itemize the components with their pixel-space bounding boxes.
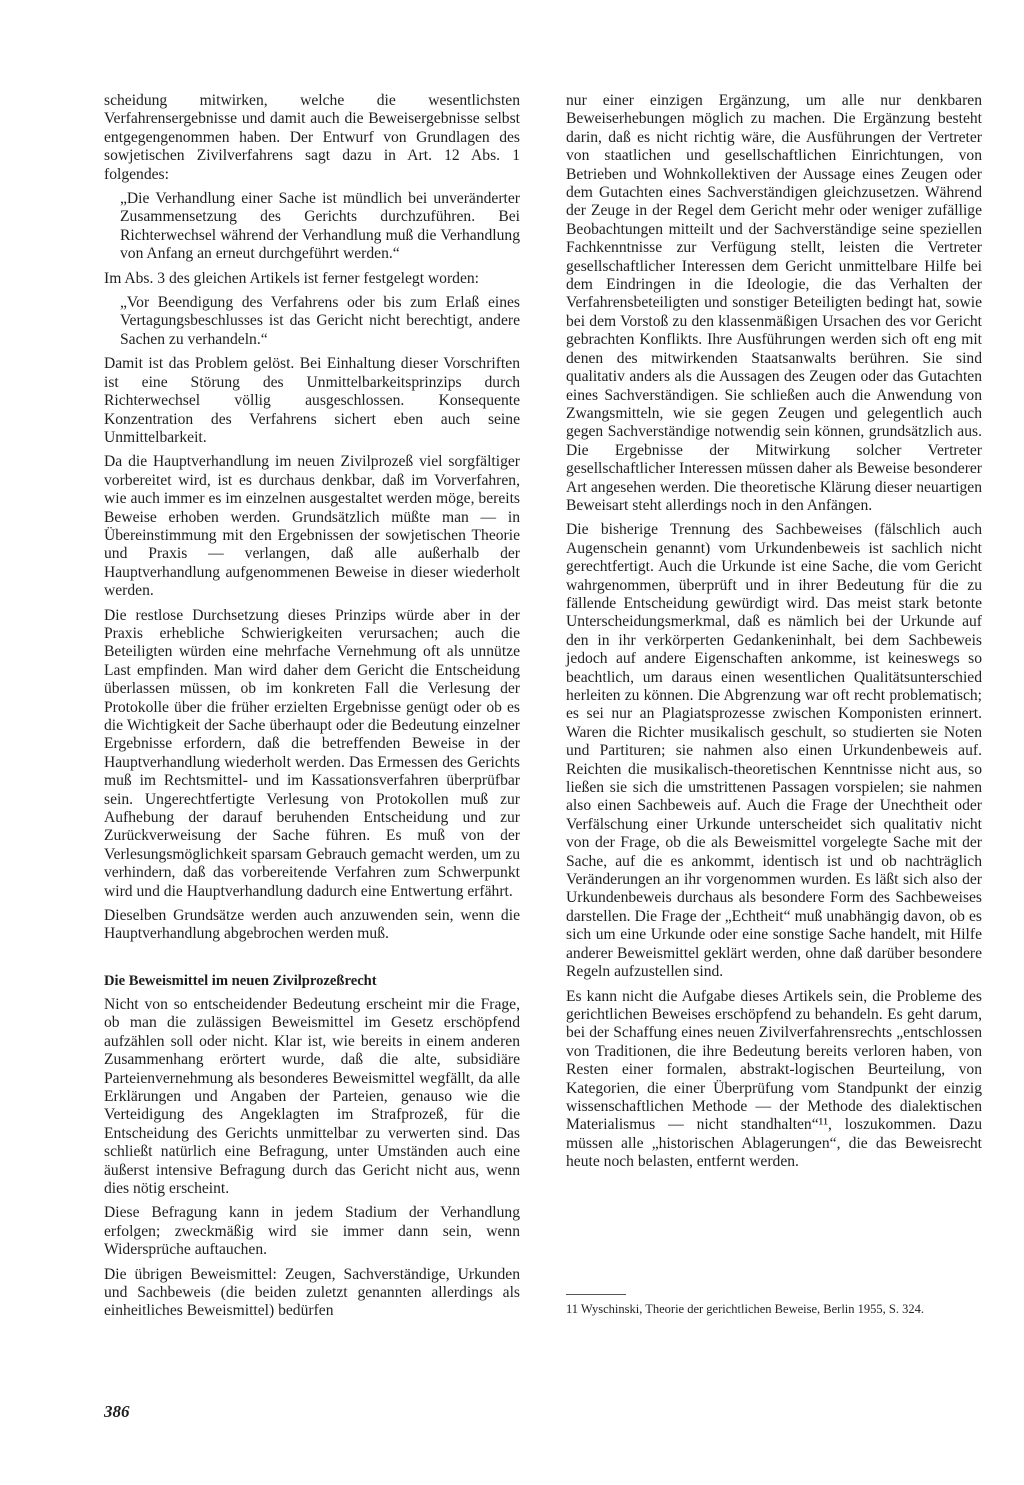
paragraph: nur einer einzigen Ergänzung, um alle nur denkbaren Beweiserhebungen möglich zu machen. Die Ergänzung besteht darin, daß es nicht richtig wäre, die Ausführungen der Vertreter von staatlichen und gesellschaftlichen Einrichtungen, von Betrieben und Wohnkollektiven der Aussage eines Zeugen oder dem Gutachten eines Sachverständigen gleichzusetzen. Während der Zeuge in der Regel dem Gericht mehr oder weniger zufällige Beobachtungen mitteilt und der Sachverständige seine speziellen Fachkenntnisse zur Verfügung stellt, leisten die Vertreter gesellschaftlicher Interessen dem Gericht unmittelbare Hilfe bei dem Eindringen in die Ideologie, die das Verhalten der Verfahrensbeteiligten und sonstiger Beteiligten bedingt hat, sowie bei dem Vorstoß zu den klassenmäßigen Ursachen des vor Gericht gebrachten Konflikts. Ihre Ausführungen werden sich oft eng mit denen des mitwirkenden Staatsanwalts berühren. Sie sind qualitativ anders als die Aussagen des Zeugen oder das Gutachten eines Sachverständigen. Sie schließen auch die Anwendung von Zwangsmitteln, wie sie gegen Zeugen und gelegentlich auch gegen Sachverständige notwendig sein können, grundsätzlich aus. Die Ergebnisse der Mitwirkung solcher Vertreter gesellschaftlicher Interessen müssen daher als Beweise besonderer Art angesehen werden. Die theoretische Klärung dieser neuartigen Beweisart steht allerdings noch in den Anfängen. [566,92,982,514]
paragraph: Da die Hauptverhandlung im neuen Zivilprozeß viel sorgfältiger vorbereitet wird, ist es durchaus denkbar, daß im Vorverfahren, wie auch immer es im einzelnen ausgestaltet werden möge, bereits Beweise erhoben werden. Grundsätzlich müßte man — in Übereinstimmung mit den Ergebnissen der sowjetischen Theorie und Praxis — verlangen, daß alle außerhalb der Hauptverhandlung aufgenommenen Beweise in dieser wiederholt werden. [104,453,520,600]
section-heading: Die Beweismittel im neuen Zivilprozeßrecht [104,972,377,989]
paragraph: Damit ist das Problem gelöst. Bei Einhaltung dieser Vorschriften ist eine Störung des Unmittelbarkeitsprinzips durch Richterwechsel völlig ausgeschlossen. Konsequente Konzentration des Verfahrens sichert eben auch seine Unmittelbarkeit. [104,355,520,446]
quotation: „Die Verhandlung einer Sache ist mündlich bei unveränderter Zusammensetzung des Gerichts durchzuführen. Bei Richterwechsel während der Verhandlung muß die Verhandlung von Anfang an erneut durchgeführt werden.“ [120,190,520,263]
paragraph: Es kann nicht die Aufgabe dieses Artikels sein, die Probleme des gerichtlichen Beweises erschöpfend zu behandeln. Es geht darum, bei der Schaffung eines neuen Zivilverfahrensrechts „entschlossen von Traditionen, die ihre Bedeutung bereits verloren haben, von Resten einer formalen, abstrakt-logischen Beurteilung, von Kategorien, die einer Überprüfung vom Standpunkt der einzig wissenschaftlichen Methode — der Methode des dialektischen Materialismus — nicht standhalten“¹¹, loszukommen. Dazu müssen alle „historischen Ablagerungen“, die das Beweisrecht heute noch belasten, entfernt werden. [566,987,982,1171]
paragraph: Diese Befragung kann in jedem Stadium der Verhandlung erfolgen; zweckmäßig wird sie immer dann sein, wenn Widersprüche auftauchen. [104,1204,520,1259]
right-column [566,92,982,1178]
paragraph: Dieselben Grundsätze werden auch anzuwenden sein, wenn die Hauptverhandlung abgebrochen werden muß. [104,907,520,943]
paragraph: Im Abs. 3 des gleichen Artikels ist ferner festgelegt worden: [104,269,480,287]
paragraph: Die übrigen Beweismittel: Zeugen, Sachverständige, Urkunden und Sachbeweis (die beiden zuletzt genannten allerdings als einheitliches Beweismittel) bedürfen [104,1265,520,1320]
footnote: 11 Wyschinski, Theorie der gerichtlichen Beweise, Berlin 1955, S. 324. [566,1302,924,1316]
footnote-divider [566,1294,626,1295]
paragraph: Die bisherige Trennung des Sachbeweises (fälschlich auch Augenschein genannt) vom Urkundenbeweis ist sachlich nicht gerechtfertigt. Auch die Urkunde ist eine Sache, die vom Gericht wahrgenommen, überprüft und in ihrer Bedeutung für die zu fällende Entscheidung gewürdigt wird. Das meist stark betonte Unterscheidungsmerkmal, daß es nämlich bei der Urkunde auf den in ihr verkörperten Gedankeninhalt, bei dem Sachbeweis jedoch auf andere Eigenschaften ankomme, ist keineswegs so beachtlich, um daraus einen wesentlichen Qualitätsunterschied herleiten zu können. Die Abgrenzung war oft recht problematisch; es sei nur an Plagiatsprozesse zwischen Komponisten erinnert. Waren die Richter musikalisch geschult, so studierten sie Noten und Partituren; sie nahmen also einen Urkundenbeweis auf. Reichten die musikalisch-theoretischen Kenntnisse nicht aus, so ließen sie sich die umstrittenen Passagen vorspielen; sie nahmen also einen Sachbeweis auf. Auch die Frage der Unechtheit oder Verfälschung einer Urkunde unterscheidet sich qualitativ nicht von der Frage, ob die als Beweismittel vorgelegte Sache mit der Sache, auf die es ankommt, identisch ist und ob nachträglich Veränderungen an ihr vorgenommen wurden. Es läßt sich also der Urkundenbeweis durchaus als besondere Form des Sachbeweises darstellen. Die Frage der „Echtheit“ muß unabhängig davon, ob es sich um eine Urkunde oder eine sonstige Sache handelt, mit Hilfe anderer Beweismittel geklärt werden, ohne daß darüber besondere Regeln aufzustellen sind. [566,521,982,981]
paragraph: Die restlose Durchsetzung dieses Prinzips würde aber in der Praxis erhebliche Schwierigkeiten verursachen; auch die Beteiligten würden eine mehrfache Vernehmung oft als unnütze Last empfinden. Man wird daher dem Gericht die Entscheidung überlassen müssen, ob im konkreten Fall die Verlesung der Protokolle über die früher erzielten Ergebnisse genügt oder ob es die Wichtigkeit der Sache überhaupt oder die Bedeutung einzelner Ergebnisse erfordern, daß die betreffenden Beweise in der Hauptverhandlung wiederholt werden. Das Ermessen des Gerichts muß im Rechtsmittel- und im Kassationsverfahren überprüfbar sein. Ungerechtfertigte Verlesung von Protokollen muß zur Aufhebung der darauf beruhenden Entscheidung und zur Zurückverweisung der Sache führen. Es muß von der Verlesungsmöglichkeit sparsam Gebrauch gemacht werden, um zu verhindern, daß das vorbereitende Verfahren zum Schwerpunkt wird und die Hauptverhandlung dadurch eine Entwertung erfährt. [104,606,520,900]
quotation: „Vor Beendigung des Verfahrens oder bis zum Erlaß eines Vertagungsbeschlusses ist das Gericht nicht berechtigt, andere Sachen zu verhandeln.“ [120,294,520,348]
paragraph: scheidung mitwirken, welche die wesentlichsten Verfahrensergebnisse und damit auch die Beweisergebnisse selbst entgegengenommen haben. Der Entwurf von Grundlagen des sowjetischen Zivilverfahrens sagt dazu in Art. 12 Abs. 1 folgendes: [104,92,520,183]
page-number: 386 [104,1402,130,1421]
paragraph: Nicht von so entscheidender Bedeutung erscheint mir die Frage, ob man die zulässigen Beweismittel im Gesetz erschöpfend aufzählen soll oder nicht. Klar ist, wie bereits in einem anderen Zusammenhang erörtert wurde, daß die alte, subsidiäre Parteienvernehmung als besonderes Beweismittel wegfällt, da alle Erklärungen und Angaben der Parteien, genauso wie die Verteidigung des Angeklagten im Strafprozeß, für die Entscheidung des Gerichts unmittelbar zu verwerten sind. Das schließt natürlich eine Befragung, unter Umständen auch eine äußerst intensive Befragung durch das Gericht nicht aus, wenn dies nötig erscheint. [104,995,520,1197]
left-column [104,92,520,1327]
